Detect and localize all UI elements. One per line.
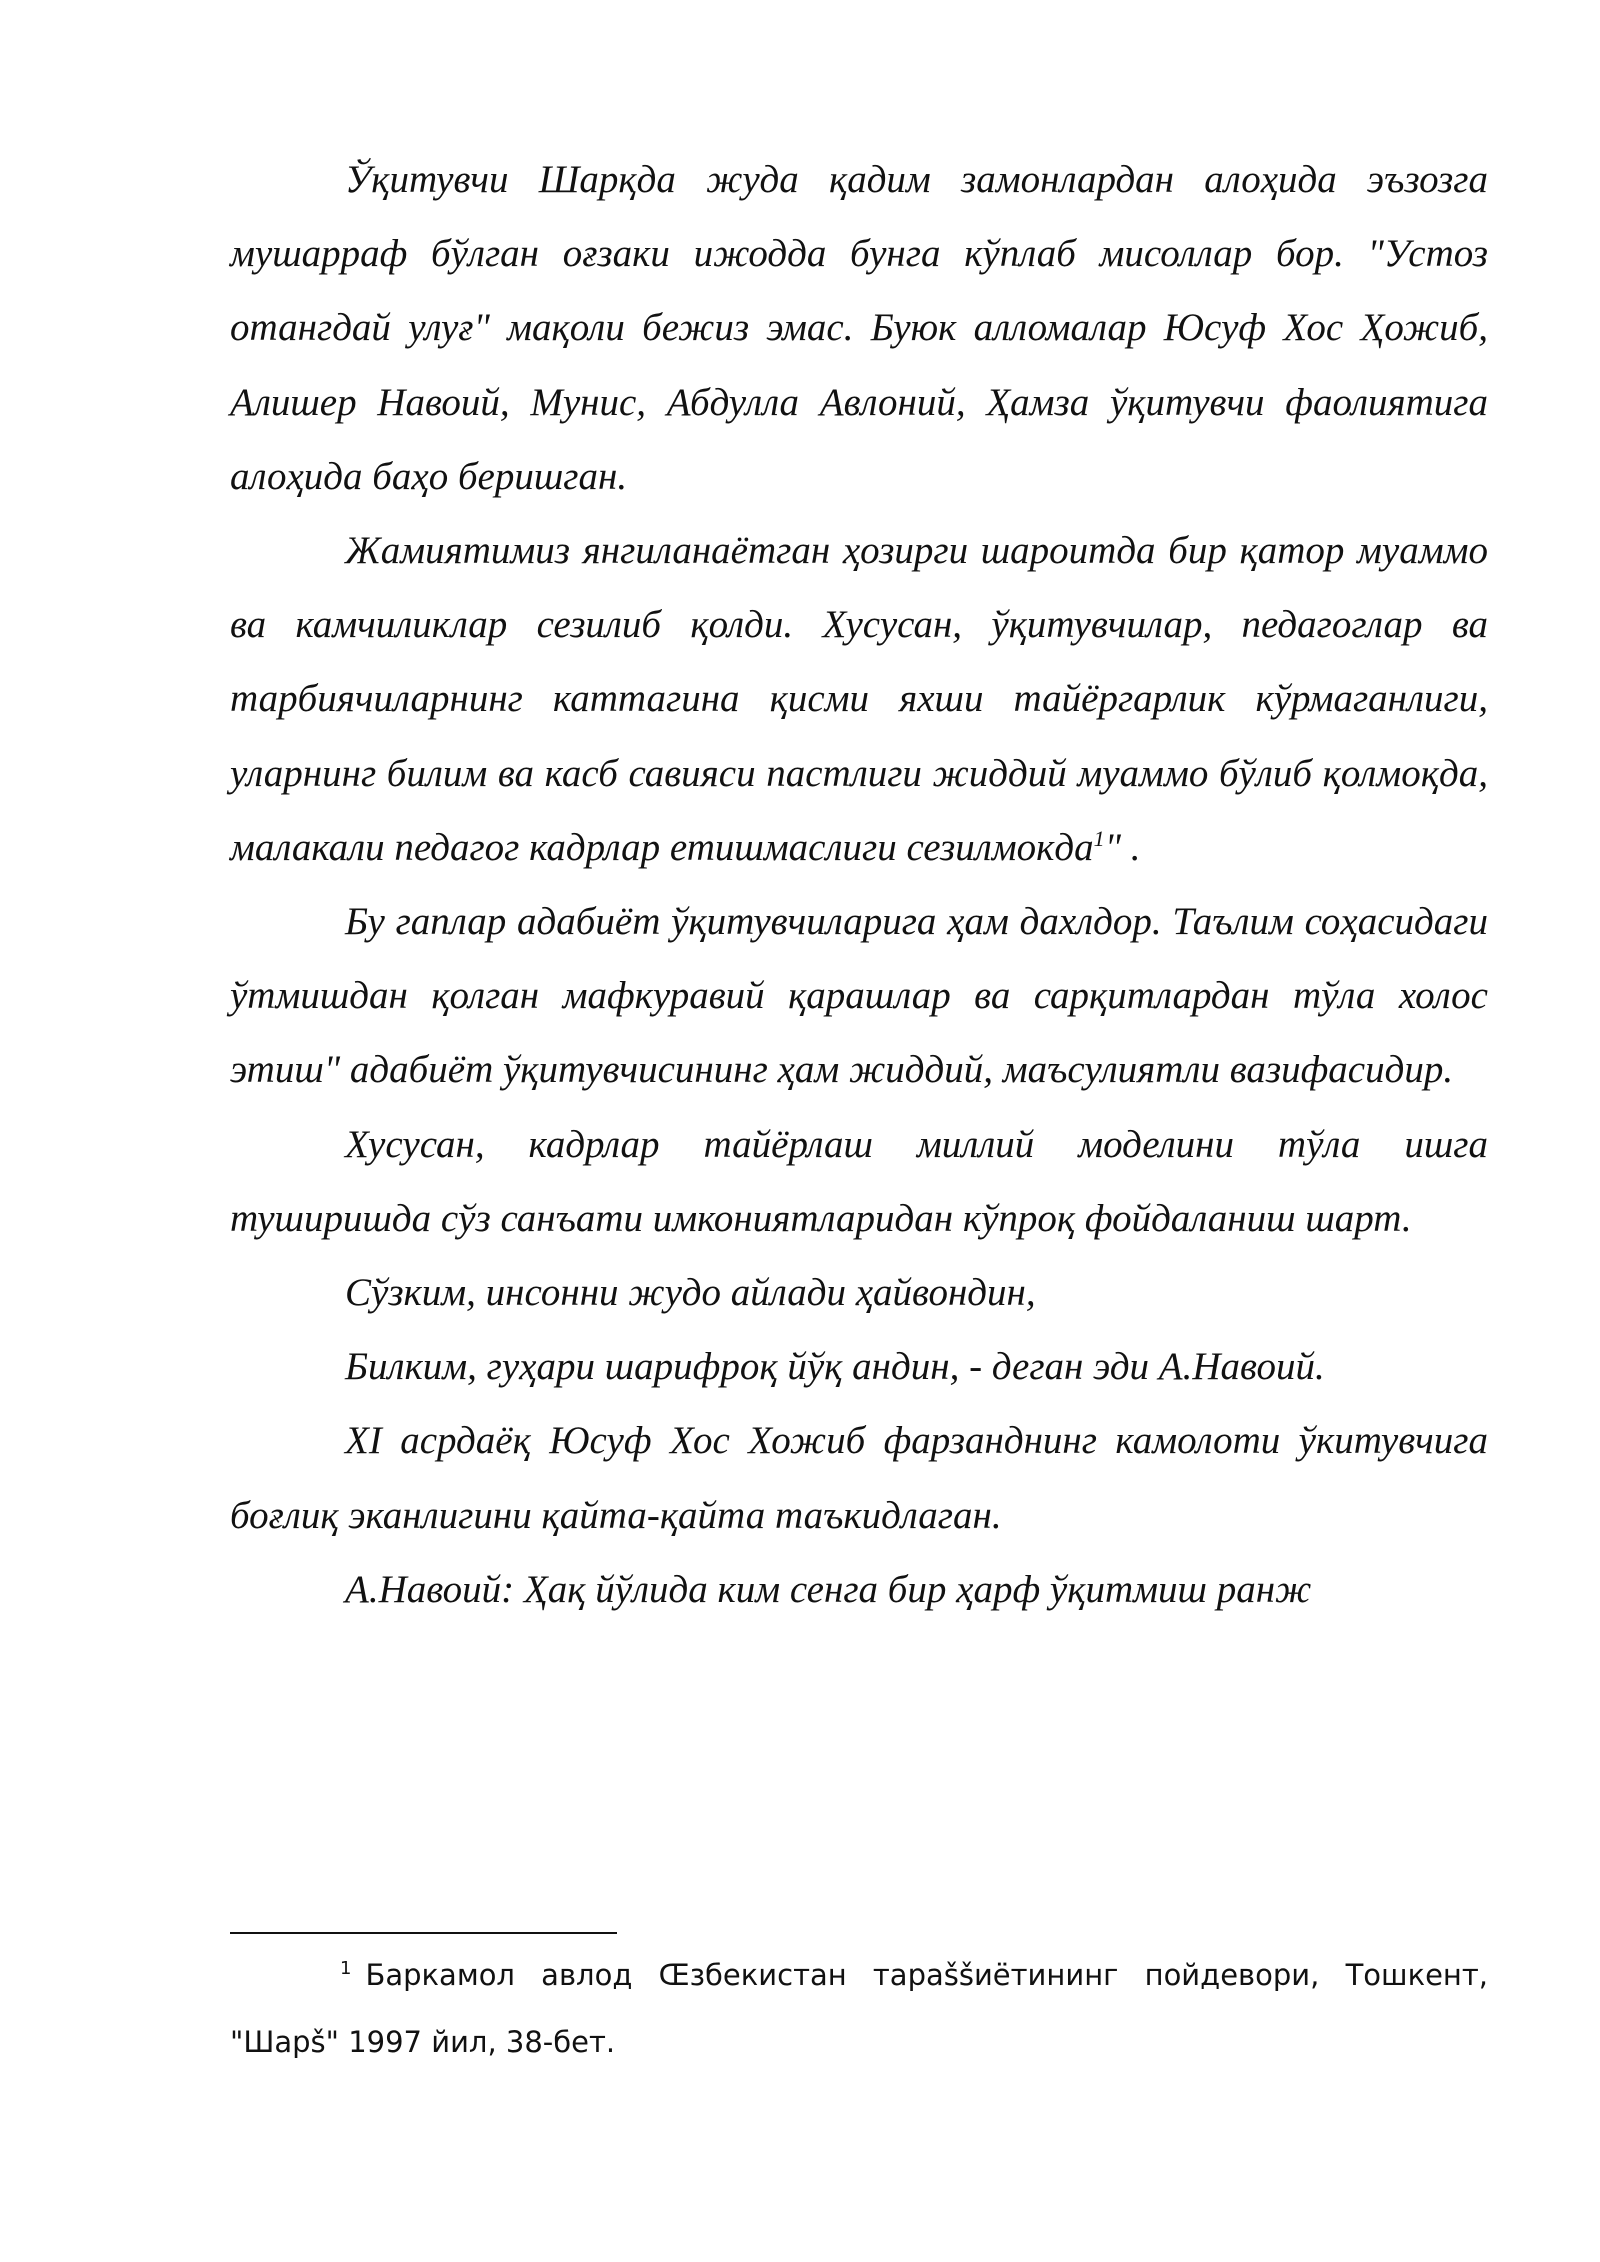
paragraph-1: Ўқитувчи Шарқда жуда қадим замонлардан алоҳида эъзозга мушарраф бўлган оғзаки ижодда бунга кўплаб мисоллар бор. "Устоз отангдай улуғ" мақоли бежиз эмас. Буюк алломалар Юсуф Хос Ҳожиб, Алишер Навоий, Мунис, Абдулла Авлоний, Ҳамза ўқитувчи фаолиятига алоҳида баҳо беришган. (230, 158, 1488, 498)
footnote (230, 1942, 1488, 2076)
paragraph-5: XI асрдаёқ Юсуф Хос Хожиб фарзанднинг камолоти ўкитувчига боғлиқ эканлигини қайта-қайта таъкидлаган. (230, 1419, 1488, 1537)
poem-line-1: Сўзким, инсонни жудо айлади ҳайвондин, (345, 1271, 1036, 1315)
footnote-separator (230, 1932, 617, 1934)
poem-line-2: Билким, гуҳари шарифроқ йўқ андин, - деган эди А.Навоий. (345, 1345, 1325, 1389)
footnote-mark: 1 (340, 1958, 352, 1980)
paragraph-6: А.Навоий: Ҳақ йўлида ким сенга бир ҳарф ўқитмиш ранж (345, 1567, 1312, 1611)
footnote-reference[interactable]: 1 (1093, 825, 1105, 851)
paragraph-4: Хусусан, кадрлар тайёрлаш миллий моделини тўла ишга туширишда сўз санъати имкониятларидан кўпроқ фойдаланиш шарт. (230, 1122, 1488, 1240)
paragraph-2-text: Жамиятимиз янгиланаётган ҳозирги шароитда бир қатор муаммо ва камчиликлар сезилиб қолди. Хусусан, ўқитувчилар, педагоглар ва тарбиячиларнинг каттагина қисми яхши тайёргарлик кўрмаганлиги, уларнинг билим ва касб савияси пастлиги жиддий муаммо бўлиб қолмоқда, малакали педагог кадрлар етишмаслиги сезилмокда (230, 529, 1488, 869)
footnote-text: Баркамол авлод Œзбекистан тараššиётининг пойдевори, Тошкент, "Шарš" 1997 йил, 38-бет. (230, 1958, 1488, 2059)
paragraph-3: Бу гаплар адабиёт ўқитувчиларига ҳам дахлдор. Таълим соҳасидаги ўтмишдан қолган мафкуравий қарашлар ва сарқитлардан тўла холос этиш" адабиёт ўқитувчисининг ҳам жиддий, маъсулиятли вазифасидир. (230, 900, 1488, 1092)
body-text (230, 143, 1488, 1627)
paragraph-2 (230, 514, 1488, 885)
paragraph-2-tail: " . (1104, 825, 1141, 869)
